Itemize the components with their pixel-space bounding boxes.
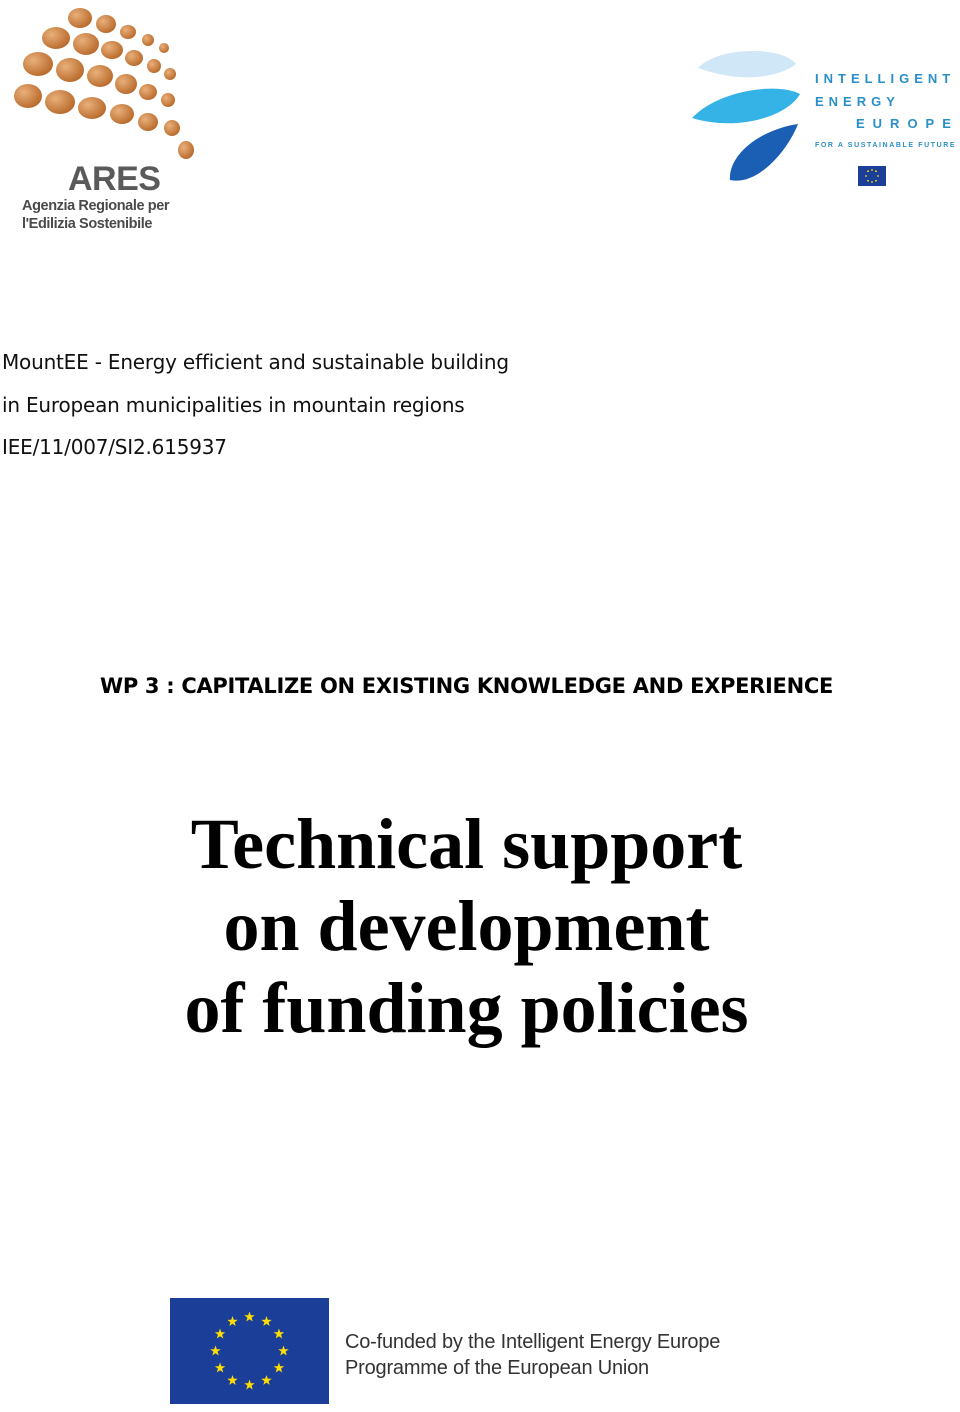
iee-logo-line1: INTELLIGENT	[815, 71, 956, 86]
ares-dots-icon	[8, 4, 198, 164]
iee-logo	[688, 46, 960, 196]
eu-flag-icon	[170, 1298, 329, 1404]
cofunded-line2: Programme of the European Union	[345, 1357, 649, 1379]
iee-eu-flag-icon	[858, 166, 886, 186]
ares-logo-subtitle-line1: Agenzia Regionale per	[22, 198, 170, 214]
project-title-line1: MountEE - Energy efficient and sustainable building	[2, 350, 509, 374]
document-title-line1: Technical support	[190, 804, 743, 884]
ares-logo-name: ARES	[68, 160, 161, 198]
project-code: IEE/11/007/SI2.615937	[2, 435, 227, 459]
iee-logo-line3: EUROPE	[856, 116, 959, 131]
iee-swoosh-icon	[688, 46, 808, 196]
document-title-line3: of funding policies	[184, 968, 749, 1048]
work-package-heading: WP 3 : CAPITALIZE ON EXISTING KNOWLEDGE AND EXPERIENCE	[99, 674, 834, 698]
ares-logo-subtitle-line2: l'Edilizia Sostenibile	[22, 216, 153, 232]
iee-logo-tagline: FOR A SUSTAINABLE FUTURE	[815, 142, 957, 149]
ares-logo	[8, 4, 198, 234]
project-title-line2: in European municipalities in mountain regions	[2, 393, 465, 417]
document-title-line2: on development	[223, 886, 710, 966]
cofunded-line1: Co-funded by the Intelligent Energy Europe	[345, 1331, 721, 1353]
iee-logo-line2: ENERGY	[815, 94, 900, 109]
